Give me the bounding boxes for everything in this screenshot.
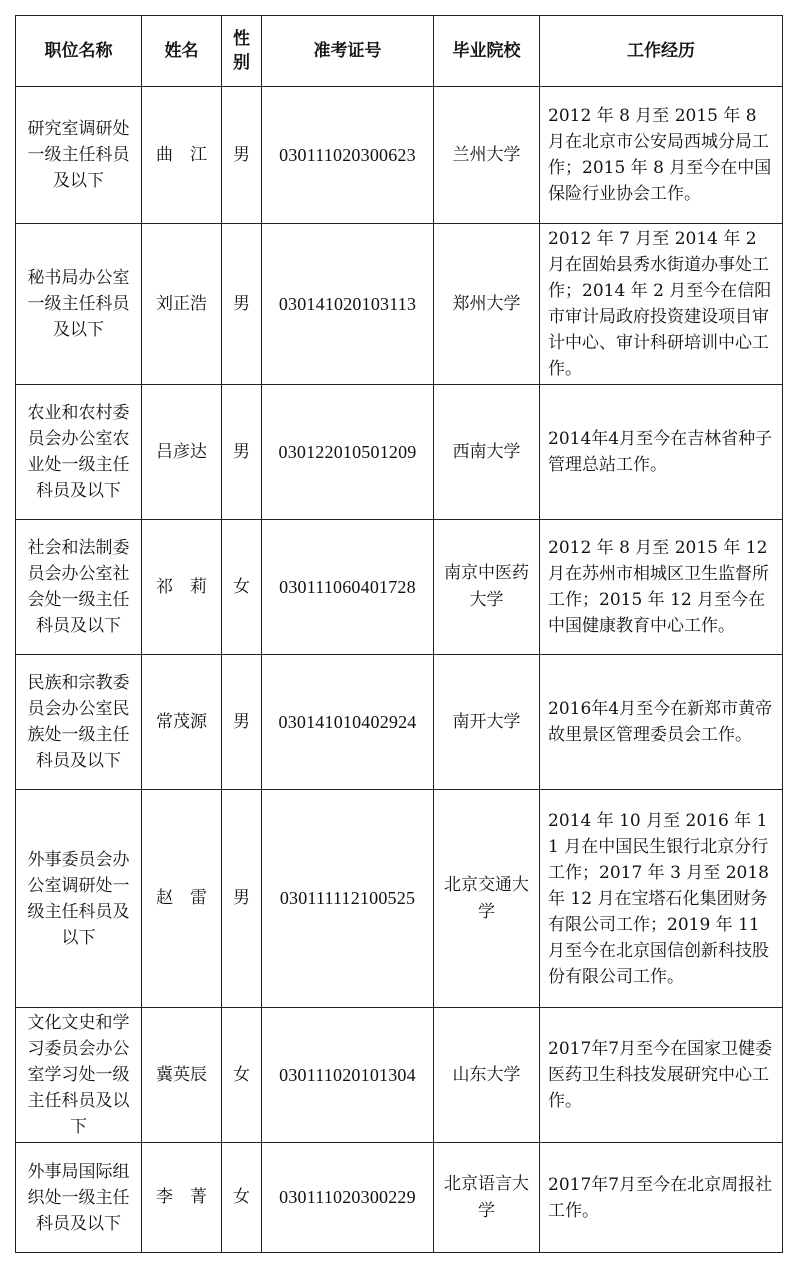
gender-cell: 男 <box>222 87 262 224</box>
exam-id-cell: 030111112100525 <box>262 790 434 1008</box>
table-row <box>16 1008 783 1143</box>
exam-id-cell: 030111020300229 <box>262 1143 434 1253</box>
header-experience: 工作经历 <box>540 16 783 87</box>
exam-id-cell: 030141010402924 <box>262 655 434 790</box>
candidate-table <box>15 15 783 1253</box>
table-row <box>16 655 783 790</box>
school-cell: 北京交通大学 <box>434 790 540 1008</box>
gender-cell: 男 <box>222 655 262 790</box>
header-name: 姓名 <box>142 16 222 87</box>
experience-cell: 2012 年 8 月至 2015 年 12 月在苏州市相城区卫生监督所工作；2015 年 12 月至今在中国健康教育中心工作。 <box>540 520 783 655</box>
school-cell: 南开大学 <box>434 655 540 790</box>
name-cell: 常茂源 <box>142 655 222 790</box>
gender-cell: 男 <box>222 385 262 520</box>
header-position: 职位名称 <box>16 16 142 87</box>
table-row <box>16 224 783 385</box>
experience-cell: 2017年7月至今在北京周报社工作。 <box>540 1143 783 1253</box>
gender-cell: 男 <box>222 224 262 385</box>
name-cell: 冀英辰 <box>142 1008 222 1143</box>
exam-id-cell: 030122010501209 <box>262 385 434 520</box>
table-row <box>16 520 783 655</box>
name-cell: 曲 江 <box>142 87 222 224</box>
school-cell: 西南大学 <box>434 385 540 520</box>
name-cell: 祁 莉 <box>142 520 222 655</box>
header-gender: 性 别 <box>222 16 262 87</box>
position-cell: 文化文史和学习委员会办公室学习处一级主任科员及以下 <box>16 1008 142 1143</box>
school-cell: 北京语言大学 <box>434 1143 540 1253</box>
name-cell: 刘正浩 <box>142 224 222 385</box>
name-cell: 李 菁 <box>142 1143 222 1253</box>
table-row <box>16 87 783 224</box>
position-cell: 外事委员会办公室调研处一级主任科员及以下 <box>16 790 142 1008</box>
position-cell: 民族和宗教委员会办公室民族处一级主任科员及以下 <box>16 655 142 790</box>
name-cell: 吕彦达 <box>142 385 222 520</box>
school-cell: 南京中医药大学 <box>434 520 540 655</box>
table-row <box>16 790 783 1008</box>
experience-cell: 2012 年 8 月至 2015 年 8 月在北京市公安局西城分局工作；2015 年 8 月至今在中国保险行业协会工作。 <box>540 87 783 224</box>
table-row <box>16 385 783 520</box>
school-cell: 山东大学 <box>434 1008 540 1143</box>
position-cell: 社会和法制委员会办公室社会处一级主任科员及以下 <box>16 520 142 655</box>
header-school: 毕业院校 <box>434 16 540 87</box>
header-row <box>16 16 783 87</box>
gender-cell: 女 <box>222 1143 262 1253</box>
name-cell: 赵 雷 <box>142 790 222 1008</box>
position-cell: 外事局国际组织处一级主任科员及以下 <box>16 1143 142 1253</box>
experience-cell: 2014 年 10 月至 2016 年 11 月在中国民生银行北京分行工作；2017 年 3 月至 2018 年 12 月在宝塔石化集团财务有限公司工作；2019 年 11 月至今在北京国信创新科技股份有限公司工作。 <box>540 790 783 1008</box>
school-cell: 兰州大学 <box>434 87 540 224</box>
table-row <box>16 1143 783 1253</box>
gender-cell: 男 <box>222 790 262 1008</box>
position-cell: 秘书局办公室一级主任科员及以下 <box>16 224 142 385</box>
experience-cell: 2016年4月至今在新郑市黄帝故里景区管理委员会工作。 <box>540 655 783 790</box>
position-cell: 研究室调研处一级主任科员及以下 <box>16 87 142 224</box>
experience-cell: 2014年4月至今在吉林省种子管理总站工作。 <box>540 385 783 520</box>
exam-id-cell: 030111020101304 <box>262 1008 434 1143</box>
exam-id-cell: 030111020300623 <box>262 87 434 224</box>
header-exam-id: 准考证号 <box>262 16 434 87</box>
gender-cell: 女 <box>222 520 262 655</box>
position-cell: 农业和农村委员会办公室农业处一级主任科员及以下 <box>16 385 142 520</box>
gender-cell: 女 <box>222 1008 262 1143</box>
school-cell: 郑州大学 <box>434 224 540 385</box>
experience-cell: 2017年7月至今在国家卫健委医药卫生科技发展研究中心工作。 <box>540 1008 783 1143</box>
exam-id-cell: 030111060401728 <box>262 520 434 655</box>
experience-cell: 2012 年 7 月至 2014 年 2 月在固始县秀水街道办事处工作；2014 年 2 月至今在信阳市审计局政府投资建设项目审计中心、审计科研培训中心工作。 <box>540 224 783 385</box>
exam-id-cell: 030141020103113 <box>262 224 434 385</box>
